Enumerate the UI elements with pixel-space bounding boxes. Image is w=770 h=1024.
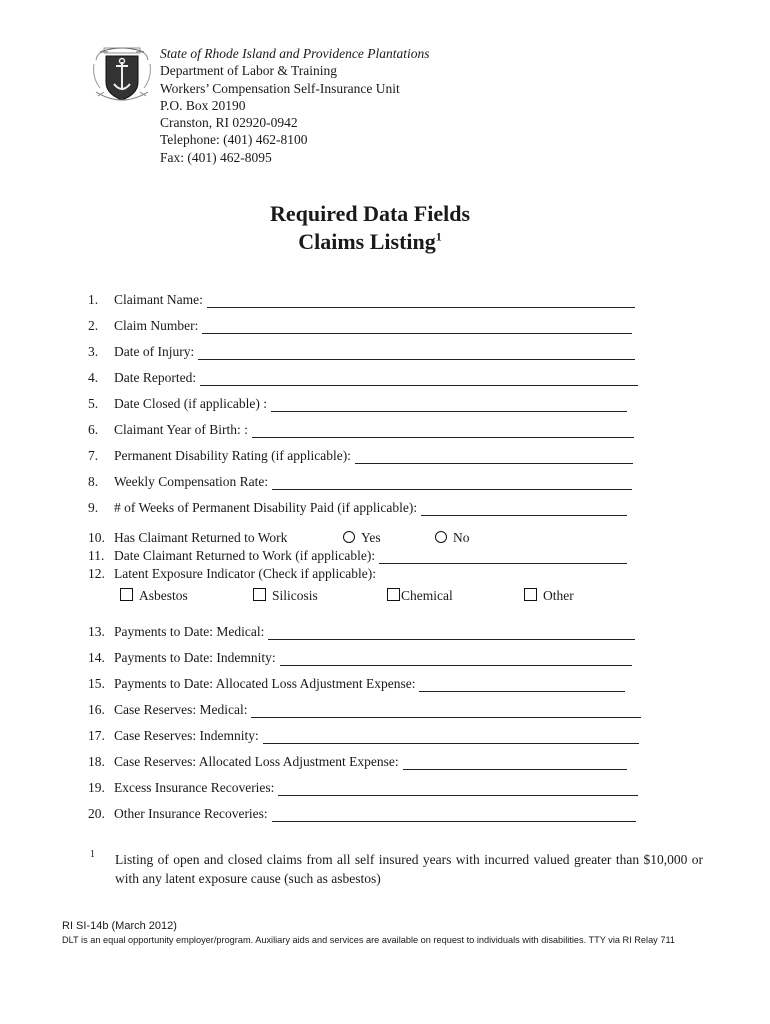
field-number: 5. [88,396,99,411]
weeks-paid-input[interactable] [421,503,627,516]
no-radio-option[interactable] [435,530,470,546]
field-label: Date of Injury: [114,344,195,359]
field-number: 6. [88,422,99,437]
field-label: Claimant Name: [114,292,203,307]
field-latent-exposure [88,566,376,582]
field-label: Date Claimant Returned to Work (if applicable): [114,548,376,563]
field-number: 3. [88,344,99,359]
checkbox-icon[interactable] [253,588,266,601]
field-payments-lae [88,676,625,692]
checkbox-icon[interactable] [120,588,133,601]
field-label: Payments to Date: Medical: [114,624,265,639]
chemical-checkbox[interactable] [387,588,453,604]
reserves-indemnity-input[interactable] [263,731,639,744]
field-label: Claim Number: [114,318,199,333]
field-label: Claimant Year of Birth: : [114,422,248,437]
date-returned-input[interactable] [379,551,627,564]
field-number: 16. [88,702,105,717]
field-payments-medical [88,624,635,640]
field-claimant-year-of-birth [88,422,634,438]
field-weekly-compensation-rate [88,474,632,490]
silicosis-checkbox[interactable] [253,588,318,604]
title-line-1: Required Data Fields [269,201,471,226]
state-name: State of Rhode Island and Providence Plantations [160,46,430,61]
disability-rating-input[interactable] [355,451,633,464]
field-label: Case Reserves: Medical: [114,702,248,717]
reserves-lae-input[interactable] [403,757,627,770]
department-name: Department of Labor & Training [160,63,337,79]
field-weeks-disability-paid [88,500,627,516]
form-number: RI SI-14b (March 2012) [62,920,177,932]
field-number: 1. [88,292,99,307]
field-label: Permanent Disability Rating (if applicable): [114,448,351,463]
field-label: Date Reported: [114,370,197,385]
radio-circle-icon[interactable] [343,531,355,543]
other-recoveries-input[interactable] [272,809,636,822]
field-number: 13. [88,624,105,639]
excess-recoveries-input[interactable] [278,783,638,796]
title-line-2 [0,228,740,256]
telephone: Telephone: (401) 462-8100 [160,132,308,148]
letterhead [160,45,429,166]
title-line-2-text: Claims Listing [298,229,436,254]
radio-circle-icon[interactable] [435,531,447,543]
reserves-medical-input[interactable] [251,705,641,718]
field-reserves-indemnity [88,728,639,744]
date-closed-input[interactable] [271,399,627,412]
checkbox-icon[interactable] [524,588,537,601]
page-title [0,200,740,256]
field-claimant-name [88,292,635,308]
field-number: 19. [88,780,105,795]
footnote-text: Listing of open and closed claims from all self insured years with incurred valued greater than $10,000 or with any latent exposure cause (such as asbestos) [115,852,703,886]
field-label: Payments to Date: Allocated Loss Adjustment Expense: [114,676,416,691]
state-seal-logo [92,42,152,106]
weekly-rate-input[interactable] [272,477,632,490]
field-label: Latent Exposure Indicator (Check if applicable): [114,566,377,581]
title-footnote-ref: 1 [435,229,442,244]
payments-medical-input[interactable] [268,627,635,640]
eeo-statement: DLT is an equal opportunity employer/program. Auxiliary aids and services are available on request to individuals with disabilities. TTY via RI Relay 711 [62,935,675,945]
yes-label: Yes [361,530,381,545]
field-number: 10. [88,530,105,545]
field-label: Payments to Date: Indemnity: [114,650,276,665]
field-label: Case Reserves: Allocated Loss Adjustment Expense: [114,754,399,769]
field-number: 12. [88,566,105,581]
field-reserves-medical [88,702,641,718]
field-number: 17. [88,728,105,743]
no-label: No [453,530,470,545]
asbestos-checkbox[interactable] [120,588,188,604]
checkbox-icon[interactable] [387,588,400,601]
yes-radio-option[interactable] [343,530,381,546]
po-box: P.O. Box 20190 [160,97,246,113]
field-label: Other Insurance Recoveries: [114,806,268,821]
field-number: 14. [88,650,105,665]
field-number: 20. [88,806,105,821]
field-number: 4. [88,370,99,385]
asbestos-label: Asbestos [139,588,188,603]
field-date-returned-to-work [88,548,627,564]
field-date-of-injury [88,344,635,360]
fax: Fax: (401) 462-8095 [160,149,272,165]
field-label: Excess Insurance Recoveries: [114,780,275,795]
field-date-reported [88,370,638,386]
other-label: Other [543,588,574,603]
field-excess-recoveries [88,780,638,796]
field-date-closed [88,396,627,412]
city-address: Cranston, RI 02920-0942 [160,115,298,131]
payments-indemnity-input[interactable] [280,653,632,666]
field-other-recoveries [88,806,636,822]
claimant-name-input[interactable] [207,295,635,308]
field-number: 2. [88,318,99,333]
field-number: 8. [88,474,99,489]
field-label: Case Reserves: Indemnity: [114,728,259,743]
claim-number-input[interactable] [202,321,632,334]
silicosis-label: Silicosis [272,588,318,603]
field-label: Has Claimant Returned to Work [114,530,288,545]
date-reported-input[interactable] [200,373,638,386]
field-claim-number [88,318,632,334]
date-of-injury-input[interactable] [198,347,635,360]
other-checkbox[interactable] [524,588,574,604]
chemical-label: Chemical [401,588,453,603]
field-number: 7. [88,448,99,463]
year-of-birth-input[interactable] [252,425,634,438]
field-reserves-lae [88,754,627,770]
payments-lae-input[interactable] [419,679,625,692]
field-number: 9. [88,500,99,515]
field-label: # of Weeks of Permanent Disability Paid (if applicable): [114,500,418,515]
field-payments-indemnity [88,650,632,666]
field-number: 18. [88,754,105,769]
field-permanent-disability-rating [88,448,633,464]
field-number: 11. [88,548,105,563]
field-number: 15. [88,676,105,691]
field-returned-to-work [88,530,287,546]
field-label: Date Closed (if applicable) : [114,396,267,411]
field-label: Weekly Compensation Rate: [114,474,269,489]
footnote-mark: 1 [90,849,95,860]
unit-name: Workers’ Compensation Self-Insurance Unit [160,80,400,96]
